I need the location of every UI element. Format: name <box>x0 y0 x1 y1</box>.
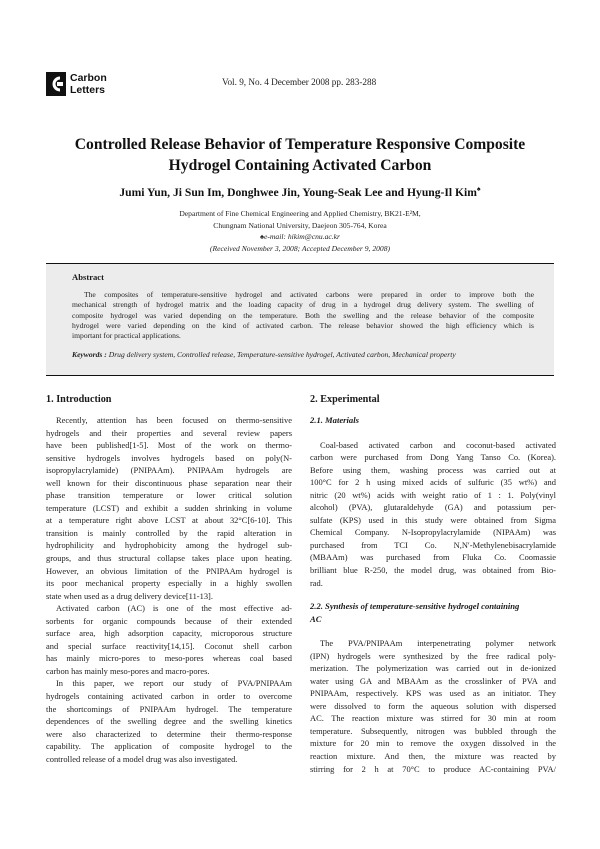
text-line: 100°C for 2 h using mixed acids of sulfuric (35 wt%) and <box>310 477 556 488</box>
text-line: stirring for 2 h at 70°C to produce AC-containing PVA/ <box>310 763 556 774</box>
text-line: merization. The polymerization was carried out in de-ionized <box>310 663 556 674</box>
text-line: have been published[1-5]. Most of the work on thermo- <box>46 440 292 451</box>
text-line: Chemical Company. N-Isopropylacrylamide (NIPAAm) was <box>310 527 556 538</box>
synthesis-paragraph <box>310 637 556 775</box>
keywords <box>72 350 456 359</box>
received-accepted-dates: (Received November 3, 2008; Accepted December 9, 2008) <box>209 243 391 253</box>
keywords-label: Keywords : <box>72 350 107 359</box>
text-line: (MBAAm) was purchased from Fluka Co. Coomassie <box>310 552 556 563</box>
text-line: alcohol) (PVA), glutaraldehyde (GA) and potassium per- <box>310 502 556 513</box>
abstract-line: important for practical applications. <box>72 331 181 341</box>
text-line: capability. The application of composite hydrogel to the <box>46 741 292 752</box>
text-line: surface area, high adsorption capacity, microporous structure <box>46 628 292 639</box>
text-line: were dissolved to form the aqueous solution with dispersed <box>310 700 556 711</box>
text-line: temperature. Subsequently, nitrogen was bubbled through the <box>310 725 556 736</box>
text-line: temperature (LCST) and exhibit a sudden shrinking in volume <box>46 502 292 513</box>
text-line: hydrophilicity and hydrophobicity among the hydrogel sub- <box>46 540 292 551</box>
materials-paragraph <box>310 439 556 590</box>
abstract-heading: Abstract <box>72 272 104 282</box>
intro-paragraph-3 <box>46 677 292 765</box>
text-line: Before using them, washing process was carried out at <box>310 464 556 475</box>
text-line: hydrogels and their properties and several review papers <box>46 427 292 438</box>
logo-line-1: Carbon <box>70 72 107 84</box>
text-line: AC. The reaction mixture was stirred for 30 min at room <box>310 713 556 724</box>
text-line: hydrogels containing activated carbon in order to overcome <box>46 691 292 702</box>
text-line: mixture for 20 min to remove the oxygen dissolved in the <box>310 738 556 749</box>
text-line: sulfate (KPS) used in this study were obtained from Sigma <box>310 514 556 525</box>
section-heading-introduction: 1. Introduction <box>46 394 112 405</box>
text-line: state when used as a drug delivery device[11-13]. <box>46 590 213 601</box>
journal-name <box>70 72 107 96</box>
contact-email: ♠e-mail: hikim@cnu.ac.kr <box>260 232 340 241</box>
text-line: phase transition temperature or lower critical solution <box>46 490 292 501</box>
affiliation-line-1: Department of Fine Chemical Engineering and Applied Chemistry, BK21-E²M, <box>179 209 421 218</box>
text-line: its poor mechanical property especially in a highly swollen <box>46 578 292 589</box>
text-line: PNIPAAm, respectively. KPS was used as an initiator. They <box>310 688 556 699</box>
text-line: sensitive hydrogels involves hydrogels based on poly(N- <box>46 452 292 463</box>
text-line: Coal-based activated carbon and coconut-based activated <box>320 439 556 450</box>
text-line: The PVA/PNIPAAm interpenetrating polymer network <box>320 638 556 649</box>
text-line: (IPN) hydrogels were synthesized by the free radical poly- <box>310 650 556 661</box>
text-line: reaction mixture. And then, the mixture was reacted by <box>310 750 556 761</box>
synthesis-heading-line-2: AC <box>310 613 322 624</box>
affiliation-block <box>40 208 560 254</box>
text-line: transition is mainly controlled by the rapid alteration in <box>46 527 292 538</box>
section-heading-experimental: 2. Experimental <box>310 394 380 405</box>
synthesis-heading-line-1: 2.2. Synthesis of temperature-sensitive hydrogel containing <box>310 601 520 612</box>
abstract-text <box>72 290 534 341</box>
text-line: carbon were purchased from Dong Yang Tanso Co. (Korea). <box>310 452 556 463</box>
abstract-line: composite hydrogel was varied depending on the temperature. Both the swelling and the release behavior of the composite <box>72 310 534 320</box>
intro-paragraph-2 <box>46 602 292 677</box>
text-line: were also characterized to determine their thermo-response <box>46 728 292 739</box>
text-line: rad. <box>310 577 323 588</box>
text-line: isopropylacrylamide) (PNIPAAm). PNIPAAm hydrogels are <box>46 465 292 476</box>
paper-title <box>40 134 560 176</box>
text-line: the shortcomings of PNIPAAm hydrogel. The temperature <box>46 703 292 714</box>
text-line: has mainly micro-pores to meso-pores whereas coal based <box>46 653 292 664</box>
text-line: nitric (20 wt%) acids with weight ratio of 1 : 1. Poly(vinyl <box>310 489 556 500</box>
author-names: Jumi Yun, Ji Sun Im, Donghwee Jin, Young-Seak Lee and Hyung-Il Kim <box>119 185 477 199</box>
left-column <box>46 394 292 765</box>
logo-line-2: Letters <box>70 84 106 96</box>
affiliation-line-2: Chungnam National University, Daejeon 305-764, Korea <box>213 220 387 230</box>
text-line: However, an obvious limitation of the PNIPAAm hydrogel is <box>46 565 292 576</box>
journal-volume-info: Vol. 9, No. 4 December 2008 pp. 283-288 <box>222 77 377 87</box>
text-line: groups, and thus structural collapse takes place upon heating. <box>46 553 292 564</box>
author-list <box>40 185 560 199</box>
subsection-heading-synthesis <box>310 600 556 625</box>
abstract-line: hydrogel were varied depending on the kind of activated carbon. The release behavior showed the high efficiency which is <box>72 320 534 330</box>
text-line: brilliant blue R-250, the model drug, was obtained from Bio- <box>310 564 556 575</box>
title-line-1: Controlled Release Behavior of Temperature Responsive Composite <box>74 136 526 153</box>
intro-paragraph-1 <box>46 414 292 602</box>
right-column <box>310 394 556 775</box>
text-line: water using GA and MBAAm as the crosslinker of PVA and <box>310 675 556 686</box>
text-line: purchased from TCI Co. N,N′-Methylenebisacrylamide <box>310 539 556 550</box>
journal-logo <box>46 72 126 98</box>
text-line: and special surface reactivity[14,15]. Coconut shell carbon <box>46 640 292 651</box>
carbon-letters-logo-icon <box>46 72 66 96</box>
text-line: dependences of the swelling degree and the swelling kinetics <box>46 716 292 727</box>
text-line: Recently, attention has been focused on thermo-sensitive <box>56 415 292 425</box>
text-line: carbon has mainly meso-pores and macro-pores. <box>46 665 210 676</box>
subsection-heading-materials: 2.1. Materials <box>310 415 359 425</box>
title-line-2: Hydrogel Containing Activated Carbon <box>168 157 432 174</box>
abstract-line: The composites of temperature-sensitive hydrogel and activated carbons were prepared in order to improve both the <box>84 290 534 299</box>
text-line: In this paper, we report our study of PVA/PNIPAAm <box>56 678 292 689</box>
abstract-box <box>46 263 554 376</box>
text-line: sorbents for organic compounds because of their extended <box>46 615 292 626</box>
text-line: Activated carbon (AC) is one of the most effective ad- <box>56 603 292 614</box>
keywords-list: Drug delivery system, Controlled release, Temperature-sensitive hydrogel, Activated carbon, Mechanical property <box>108 350 456 359</box>
text-line: controlled release of a model drug was also investigated. <box>46 753 238 764</box>
text-line: well known for their discontinuous phase separation near their <box>46 477 292 488</box>
corresponding-author-mark: ♠ <box>476 185 481 193</box>
text-line: at a temperature right above LCST at about 32°C[6-10]. This <box>46 515 292 526</box>
abstract-line: mechanical strength of hydrogel matrix and the loading capacity of drug in a hydrogel drug delivery system. The swelling of <box>72 300 534 310</box>
